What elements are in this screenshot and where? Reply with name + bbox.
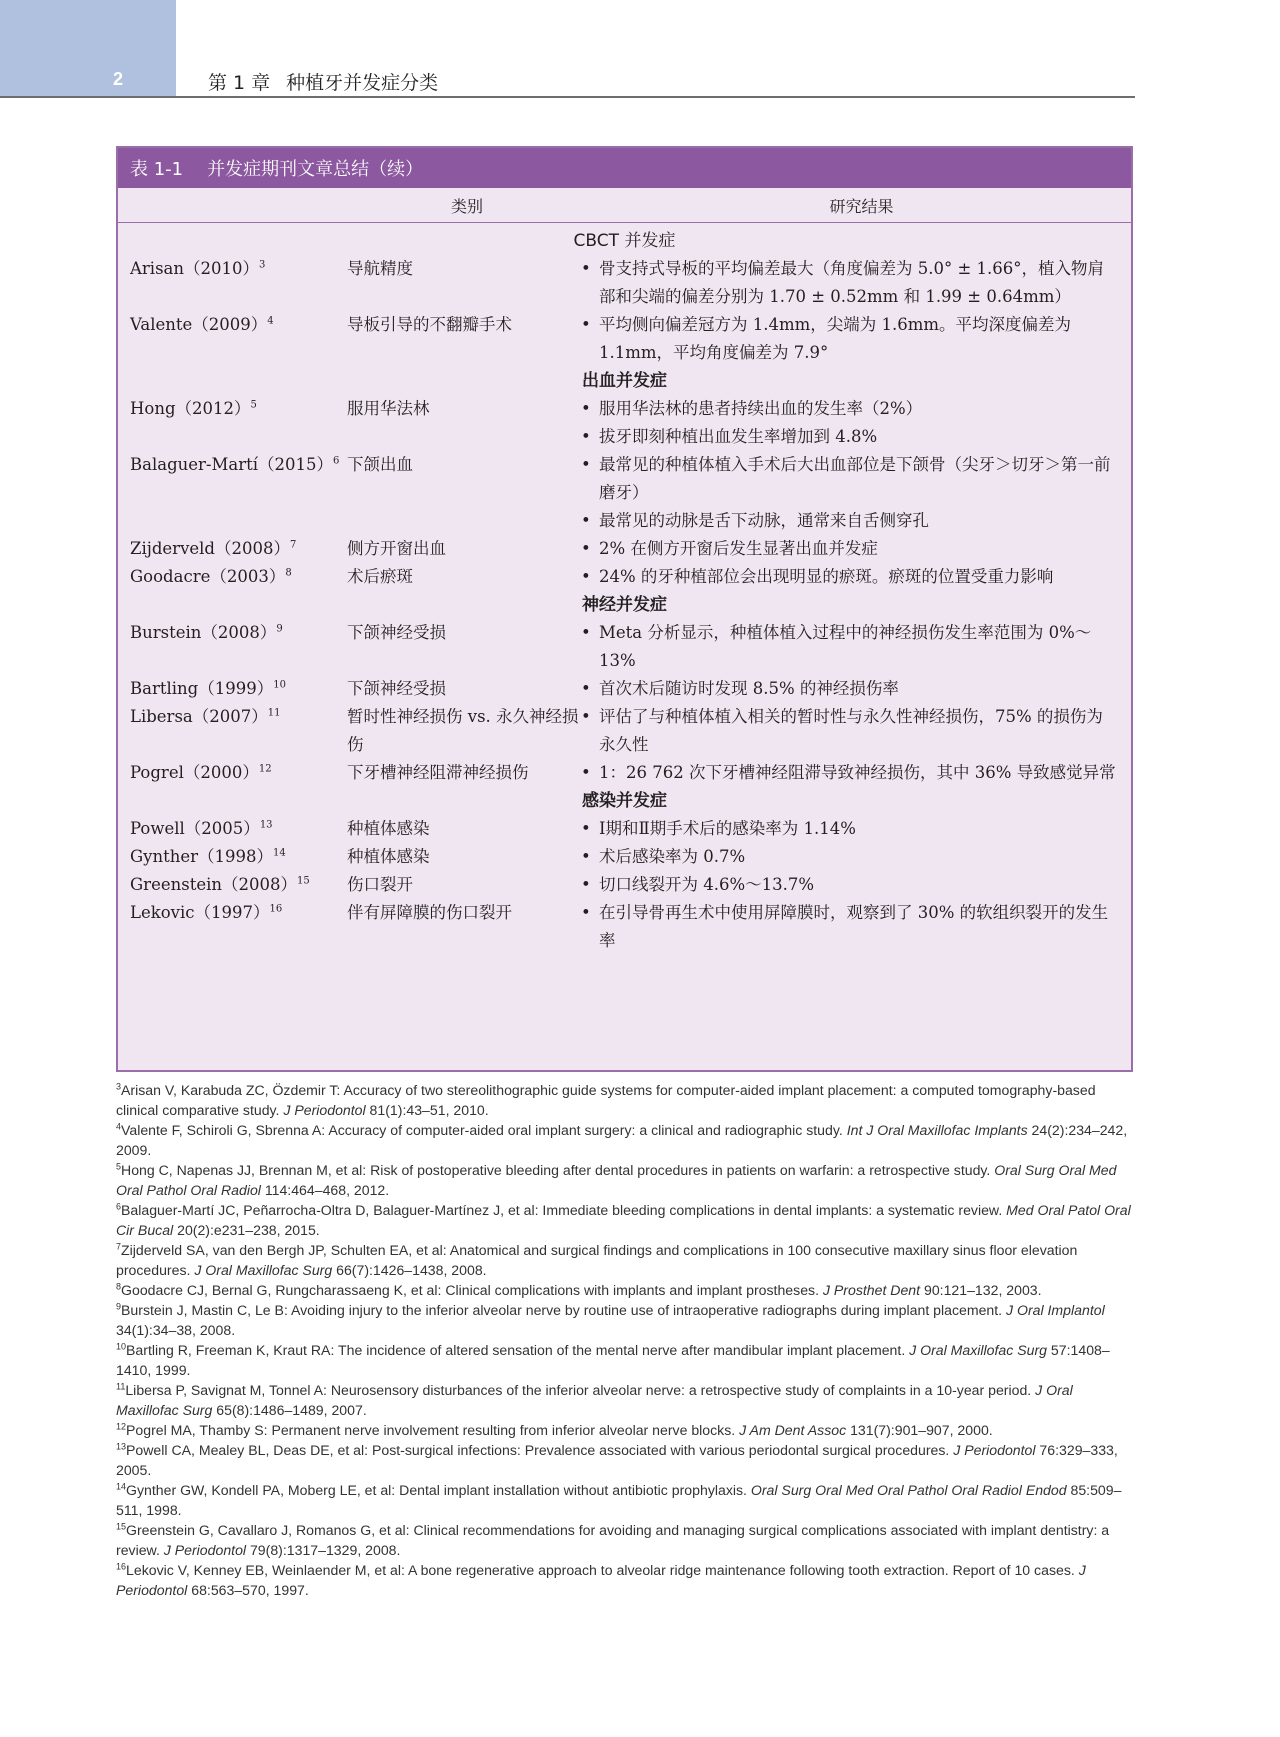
reference-number: 15 xyxy=(296,875,310,887)
footnote-text: Powell CA, Mealey BL, Deas DE, et al: Post-surgical infections: Prevalence associated with various periodontal surgical procedures. xyxy=(126,1442,954,1458)
footnote-citation: 76:329–333, 2005. xyxy=(116,1442,1118,1478)
footnote-text: Greenstein G, Cavallaro J, Romanos G, et al: Clinical recommendations for avoiding and managing surgical complications associated with implant dentistry: a review. xyxy=(116,1522,1110,1558)
author-name: Burstein（2008） xyxy=(130,623,277,642)
footnote-number: 10 xyxy=(116,1341,127,1352)
column-header-category: 类别 xyxy=(450,196,483,216)
author-name: Pogrel（2000） xyxy=(130,763,259,782)
column-header-results: 研究结果 xyxy=(829,196,894,216)
footnote-number: 7 xyxy=(116,1241,122,1252)
running-head xyxy=(208,68,438,95)
table-row xyxy=(118,815,1131,843)
footnote xyxy=(116,1420,1136,1440)
author-cell xyxy=(118,759,343,787)
reference-number: 3 xyxy=(259,259,266,271)
category-cell: 伤口裂开 xyxy=(347,875,413,894)
category-cell: 下颌神经受损 xyxy=(347,679,446,698)
footnote-journal: J Am Dent Assoc xyxy=(739,1422,847,1438)
footnote-citation: 24(2):234–242, 2009. xyxy=(116,1122,1128,1158)
author-name: Goodacre（2003） xyxy=(130,567,286,586)
category-cell: 种植体感染 xyxy=(347,819,430,838)
table-row xyxy=(118,255,1131,311)
results-cell xyxy=(581,843,1131,871)
footnote-citation: 66(7):1426–1438, 2008. xyxy=(332,1262,487,1278)
results-cell xyxy=(581,255,1131,311)
table-body xyxy=(118,223,1131,955)
results-cell xyxy=(581,675,1131,703)
category-cell: 导板引导的不翻瓣手术 xyxy=(347,315,512,334)
table-row xyxy=(118,675,1131,703)
header-rule xyxy=(0,96,1135,98)
footnote-number: 16 xyxy=(116,1561,127,1572)
footnote-number: 11 xyxy=(116,1381,126,1392)
category-cell: 下颌出血 xyxy=(347,455,413,474)
category-cell: 下颌神经受损 xyxy=(347,623,446,642)
footnote-journal: J Periodontol xyxy=(283,1102,366,1118)
footnote-number: 9 xyxy=(116,1301,122,1312)
category-cell: 种植体感染 xyxy=(347,847,430,866)
result-item: • Meta 分析显示，种植体植入过程中的神经损伤发生率范围为 0%～13% xyxy=(581,619,1119,675)
footnote-number: 6 xyxy=(116,1201,122,1212)
footnote xyxy=(116,1280,1136,1300)
footnote-journal: J Oral Maxillofac Surg xyxy=(116,1382,1073,1418)
footnote-number: 14 xyxy=(116,1481,127,1492)
result-item: • 平均侧向偏差冠方为 1.4mm，尖端为 1.6mm。平均深度偏差为 1.1mm，平均角度偏差为 7.9° xyxy=(581,311,1119,367)
footnote xyxy=(116,1480,1136,1520)
reference-number: 14 xyxy=(273,847,286,859)
chapter-title: 种植牙并发症分类 xyxy=(286,72,439,94)
table-row xyxy=(118,759,1131,787)
results-cell xyxy=(581,815,1131,843)
author-name: Balaguer-Martí（2015） xyxy=(130,455,334,474)
results-cell xyxy=(581,899,1131,955)
results-cell xyxy=(581,703,1131,759)
footnote-number: 4 xyxy=(116,1121,122,1132)
footnote xyxy=(116,1300,1136,1340)
table-row xyxy=(118,871,1131,899)
author-cell xyxy=(118,619,343,675)
author-name: Lekovic（1997） xyxy=(130,903,270,922)
table-row xyxy=(118,311,1131,367)
results-cell xyxy=(581,563,1131,591)
author-name: Libersa（2007） xyxy=(130,707,268,726)
footnote-citation: 68:563–570, 1997. xyxy=(187,1582,309,1598)
reference-number: 12 xyxy=(258,763,272,775)
footnote xyxy=(116,1120,1136,1160)
footnote-text: Libersa P, Savignat M, Tonnel A: Neurosensory disturbances of the inferior alveolar nerve: a retrospective study of complaints in a 10-year period. xyxy=(125,1382,1036,1398)
footnote xyxy=(116,1200,1136,1240)
footnote-number: 3 xyxy=(116,1081,122,1092)
result-item: • 24% 的牙种植部位会出现明显的瘀斑。瘀斑的位置受重力影响 xyxy=(581,563,1119,591)
footnote-text: Burstein J, Mastin C, Le B: Avoiding injury to the inferior alveolar nerve by routine use of intraoperative radiographs during implant placement. xyxy=(121,1302,1007,1318)
footnote-text: Valente F, Schiroli G, Sbrenna A: Accuracy of computer-aided oral implant surgery: a clinical and radiographic study. xyxy=(121,1122,847,1138)
table-row xyxy=(118,451,1131,535)
footnote xyxy=(116,1380,1136,1420)
footnote xyxy=(116,1440,1136,1480)
author-cell xyxy=(118,675,343,703)
author-name: Gynther（1998） xyxy=(130,847,274,866)
footnote-citation: 90:121–132, 2003. xyxy=(920,1282,1042,1298)
footnote-text: Bartling R, Freeman K, Kraut RA: The incidence of altered sensation of the mental nerve after mandibular implant placement. xyxy=(126,1342,910,1358)
result-item: • 术后感染率为 0.7% xyxy=(581,843,1119,871)
table-column-headers xyxy=(118,188,1131,223)
footnote-journal: J Periodontol xyxy=(116,1562,1086,1598)
table-row xyxy=(118,843,1131,871)
author-name: Valente（2009） xyxy=(130,315,268,334)
result-item: • 切口线裂开为 4.6%～13.7% xyxy=(581,871,1119,899)
category-cell: 导航精度 xyxy=(347,259,413,278)
results-cell xyxy=(581,311,1131,367)
footnote-text: Zijderveld SA, van den Bergh JP, Schulten EA, et al: Anatomical and surgical findings and complications in 100 consecutive maxillary sinus floor elevation procedures. xyxy=(116,1242,1078,1278)
author-name: Zijderveld（2008） xyxy=(130,539,290,558)
footnote-journal: Oral Surg Oral Med Oral Pathol Oral Radiol Endod xyxy=(750,1482,1067,1498)
result-item: • 评估了与种植体植入相关的暂时性与永久性神经损伤，75% 的损伤为永久性 xyxy=(581,703,1119,759)
footnote-text: Gynther GW, Kondell PA, Moberg LE, et al: Dental implant installation without antibiotic prophylaxis. xyxy=(126,1482,751,1498)
results-cell xyxy=(581,759,1131,787)
table-title: 并发症期刊文章总结（续） xyxy=(207,159,424,180)
footnote-journal: J Oral Implantol xyxy=(1006,1302,1105,1318)
section-title: 神经并发症 xyxy=(582,595,667,615)
table-row xyxy=(118,563,1131,591)
category-cell: 术后瘀斑 xyxy=(347,567,413,586)
results-cell xyxy=(581,395,1131,451)
author-cell xyxy=(118,843,343,871)
reference-number: 10 xyxy=(273,679,286,691)
footnote-journal: J Oral Maxillofac Surg xyxy=(194,1262,333,1278)
section-title: 出血并发症 xyxy=(582,371,667,391)
category-cell: 伴有屏障膜的伤口裂开 xyxy=(347,903,512,922)
footnote-number: 13 xyxy=(116,1441,127,1452)
footnote xyxy=(116,1080,1136,1120)
footnote-number: 8 xyxy=(116,1281,122,1292)
footnote xyxy=(116,1560,1136,1600)
footnote-journal: J Periodontol xyxy=(953,1442,1036,1458)
result-item: • 骨支持式导板的平均偏差最大（角度偏差为 5.0° ± 1.66°，植入物肩部和尖端的偏差分别为 1.70 ± 0.52mm 和 1.99 ± 0.64mm） xyxy=(581,255,1119,311)
footnote-text: Hong C, Napenas JJ, Brennan M, et al: Risk of postoperative bleeding after dental procedures in patients on warfarin: a retrospective study. xyxy=(121,1162,995,1178)
table-number: 表 1-1 xyxy=(130,159,184,180)
page-tab xyxy=(0,0,176,97)
result-item: • 2% 在侧方开窗后发生显著出血并发症 xyxy=(581,535,1119,563)
footnote-text: Goodacre CJ, Bernal G, Rungcharassaeng K, et al: Clinical complications with implants and implant prostheses. xyxy=(121,1282,823,1298)
footnote xyxy=(116,1240,1136,1280)
footnote-citation: 20(2):e231–238, 2015. xyxy=(173,1222,320,1238)
author-cell xyxy=(118,899,343,955)
results-cell xyxy=(581,451,1131,535)
table-title-bar xyxy=(118,148,1131,188)
footnote-citation: 85:509–511, 1998. xyxy=(116,1482,1122,1518)
author-cell xyxy=(118,311,343,367)
result-item: • 最常见的种植体植入手术后大出血部位是下颌骨（尖牙＞切牙＞第一前磨牙） xyxy=(581,451,1119,507)
author-cell xyxy=(118,395,343,451)
reference-number: 4 xyxy=(267,315,274,327)
table-row xyxy=(118,535,1131,563)
results-cell xyxy=(581,871,1131,899)
footnote-citation: 34(1):34–38, 2008. xyxy=(116,1322,236,1338)
footnote-citation: 131(7):901–907, 2000. xyxy=(846,1422,993,1438)
result-item: • 拔牙即刻种植出血发生率增加到 4.8% xyxy=(581,423,1119,451)
footnote-number: 12 xyxy=(116,1421,127,1432)
reference-number: 5 xyxy=(250,399,257,411)
footnote-number: 15 xyxy=(116,1521,127,1532)
result-item: • 最常见的动脉是舌下动脉，通常来自舌侧穿孔 xyxy=(581,507,1119,535)
footnote-citation: 79(8):1317–1329, 2008. xyxy=(246,1542,401,1558)
footnote xyxy=(116,1340,1136,1380)
result-item: • 在引导骨再生术中使用屏障膜时，观察到了 30% 的软组织裂开的发生率 xyxy=(581,899,1119,955)
author-cell xyxy=(118,815,343,843)
footnote-journal: J Prosthet Dent xyxy=(822,1282,921,1298)
footnote-journal: Int J Oral Maxillofac Implants xyxy=(846,1122,1028,1138)
footnote-journal: Oral Surg Oral Med Oral Pathol Oral Radiol xyxy=(116,1162,1117,1198)
complications-table xyxy=(116,146,1133,1072)
footnote-citation: 81(1):43–51, 2010. xyxy=(365,1102,489,1118)
footnote xyxy=(116,1160,1136,1200)
category-cell: 服用华法林 xyxy=(347,399,430,418)
reference-number: 6 xyxy=(333,455,340,467)
footnotes xyxy=(116,1080,1136,1600)
reference-number: 8 xyxy=(285,567,292,579)
results-cell xyxy=(581,619,1131,675)
author-cell xyxy=(118,871,343,899)
result-item: • 1：26 762 次下牙槽神经阻滞导致神经损伤，其中 36% 导致感觉异常 xyxy=(581,759,1119,787)
reference-number: 13 xyxy=(259,819,273,831)
footnote-text: Balaguer-Martí JC, Peñarrocha-Oltra D, Balaguer-Martínez J, et al: Immediate bleeding complications in dental implants: a systematic review. xyxy=(121,1202,1007,1218)
footnote-journal: Med Oral Patol Oral Cir Bucal xyxy=(116,1202,1131,1238)
reference-number: 16 xyxy=(269,903,283,915)
footnote-journal: J Oral Maxillofac Surg xyxy=(909,1342,1048,1358)
footnote-text: Lekovic V, Kenney EB, Weinlaender M, et al: A bone regenerative approach to alveolar ridge maintenance following tooth extraction. Report of 10 cases. xyxy=(126,1562,1079,1578)
result-item: • 服用华法林的患者持续出血的发生率（2%） xyxy=(581,395,1119,423)
reference-number: 7 xyxy=(290,539,297,551)
author-cell xyxy=(118,451,343,535)
footnote-citation: 57:1408–1410, 1999. xyxy=(116,1342,1110,1378)
result-item: • 首次术后随访时发现 8.5% 的神经损伤率 xyxy=(581,675,1119,703)
footnote-text: Pogrel MA, Thamby S: Permanent nerve involvement resulting from inferior alveolar nerve blocks. xyxy=(126,1422,740,1438)
chapter-number: 第 1 章 xyxy=(208,72,271,94)
footnote-number: 5 xyxy=(116,1161,122,1172)
author-name: Arisan（2010） xyxy=(130,259,260,278)
category-cell: 下牙槽神经阻滞神经损伤 xyxy=(347,763,529,782)
author-name: Bartling（1999） xyxy=(130,679,274,698)
author-cell xyxy=(118,703,343,759)
result-item: • Ⅰ期和Ⅱ期手术后的感染率为 1.14% xyxy=(581,815,1119,843)
footnote xyxy=(116,1520,1136,1560)
reference-number: 9 xyxy=(276,623,283,635)
footnote-citation: 114:464–468, 2012. xyxy=(260,1182,390,1198)
footnote-citation: 65(8):1486–1489, 2007. xyxy=(212,1402,367,1418)
section-title: CBCT 并发症 xyxy=(573,231,676,251)
reference-number: 11 xyxy=(267,707,281,719)
author-name: Greenstein（2008） xyxy=(130,875,297,894)
author-name: Hong（2012） xyxy=(130,399,251,418)
author-cell xyxy=(118,563,343,591)
table-row xyxy=(118,619,1131,675)
section-title: 感染并发症 xyxy=(582,791,667,811)
category-cell: 侧方开窗出血 xyxy=(347,539,446,558)
author-name: Powell（2005） xyxy=(130,819,260,838)
footnote-text: Arisan V, Karabuda ZC, Özdemir T: Accuracy of two stereolithographic guide systems for computer-aided implant placement: a computed tomography-based clinical comparative study. xyxy=(116,1082,1096,1118)
results-cell xyxy=(581,535,1131,563)
table-row xyxy=(118,395,1131,451)
author-cell xyxy=(118,535,343,563)
author-cell xyxy=(118,255,343,311)
page-number: 2 xyxy=(113,69,124,89)
table-row xyxy=(118,899,1131,955)
category-cell: 暂时性神经损伤 vs. 永久神经损伤 xyxy=(347,707,579,754)
footnote-journal: J Periodontol xyxy=(163,1542,247,1558)
table-row xyxy=(118,703,1131,759)
